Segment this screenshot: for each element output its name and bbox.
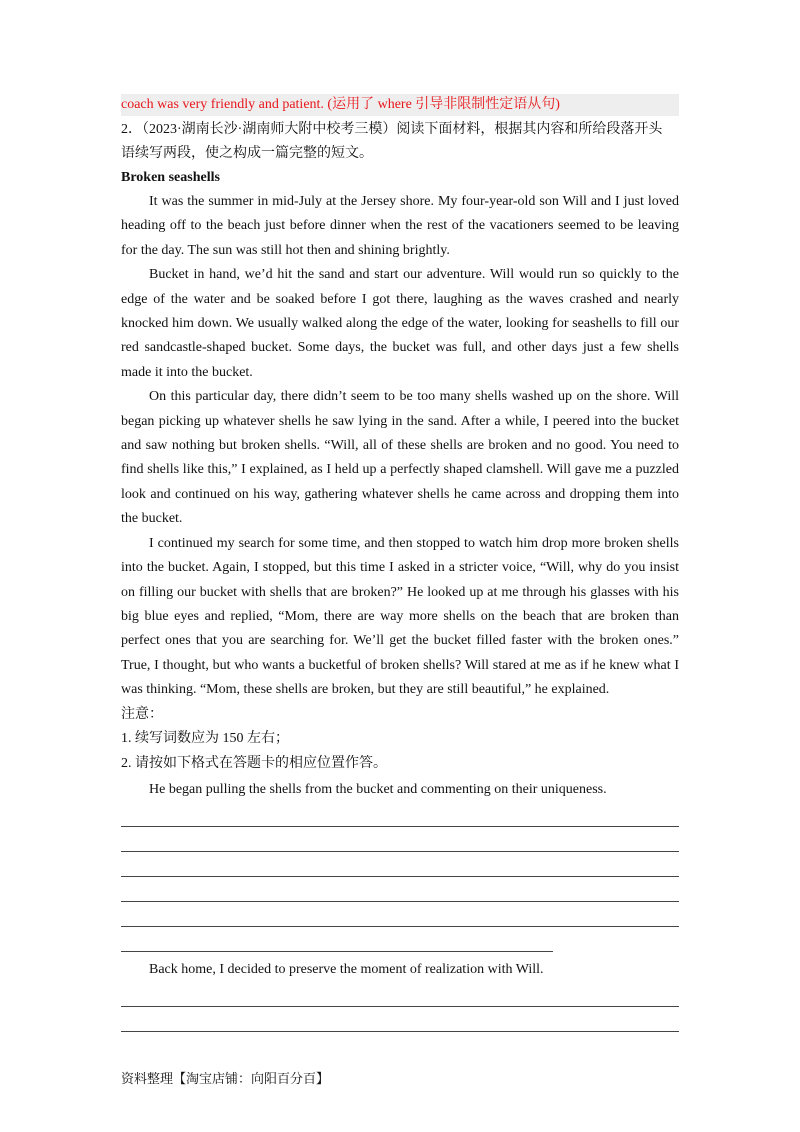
passage-paragraph: On this particular day, there didn’t seem to be too many shells washed up on the shore. Will began picking up whatever shells he saw lying in the sand. After a while, I peered into the bucket and saw nothing but broken shells. “Will, all of these shells are broken and no good. You need to find shells like this,” I explained, as I held up a perfectly shaped clamshell. Will gave me a puzzled look and continued on his way, gathering whatever shells he came across and dropping them into the bucket. <box>121 389 679 527</box>
notes-heading: 注意： <box>121 706 163 722</box>
note-item: 2. 请按如下格式在答题卡的相应位置作答。 <box>121 755 387 771</box>
note-item: 1. 续写词数应为 150 左右； <box>121 731 289 747</box>
answer-line[interactable] <box>121 877 679 902</box>
continuation-prompt-1: He began pulling the shells from the bucket and commenting on their uniqueness. <box>149 782 607 798</box>
answer-line[interactable] <box>121 982 679 1007</box>
question-header-line1: （2023·湖南长沙·湖南师大附中校考三模）阅读下面材料，根据其内容和所给段落开头 <box>142 122 663 137</box>
passage-paragraph: I continued my search for some time, and then stopped to watch him drop more broken shells into the bucket. Again, I stopped, but this time I asked in a stricter voice, “Will, why do you insist on filling our bucket with shells that are broken?” He looked up at me through his glasses with his big blue eyes and replied, “Mom, there are way more shells on the beach that are broken than perfect ones that you are searching for. We’ll get the bucket filled faster with the broken ones.” True, I thought, but who wants a bucketful of broken shells? Will stared at me as if he knew what I was thinking. “Mom, these shells are broken, but they are still beautiful,” he explained. <box>121 535 679 698</box>
document-page <box>121 94 679 1032</box>
question-header <box>121 118 679 142</box>
highlighted-answer-line: coach was very friendly and patient. (运用了 where 引导非限制性定语从句) <box>121 94 679 116</box>
continuation-prompt-2: Back home, I decided to preserve the moment of realization with Will. <box>149 962 544 978</box>
footer-source: 资料整理【淘宝店铺：向阳百分百】 <box>121 1072 330 1087</box>
answer-line[interactable] <box>121 927 553 952</box>
passage-paragraph: Bucket in hand, we’d hit the sand and start our adventure. Will would run so quickly to the edge of the water and be soaked before I got there, laughing as the waves crashed and nearly knocked him down. We usually walked along the edge of the water, looking for seashells to fill our red sandcastle-shaped bucket. Some days, the bucket was full, and other days just a few shells made it into the bucket. <box>121 267 679 380</box>
answer-line[interactable] <box>121 1007 679 1032</box>
answer-line[interactable] <box>121 802 679 827</box>
passage-paragraph: It was the summer in mid-July at the Jersey shore. My four-year-old son Will and I just loved heading off to the beach just before dinner when the rest of the vacationers seemed to be leaving for the day. The sun was still hot then and shining brightly. <box>121 194 679 258</box>
answer-line[interactable] <box>121 852 679 877</box>
answer-line[interactable] <box>121 827 679 852</box>
question-header-line2: 语续写两段，使之构成一篇完整的短文。 <box>121 146 373 161</box>
passage-title: Broken seashells <box>121 170 220 185</box>
answer-line[interactable] <box>121 902 679 927</box>
question-number: 2． <box>121 122 142 137</box>
